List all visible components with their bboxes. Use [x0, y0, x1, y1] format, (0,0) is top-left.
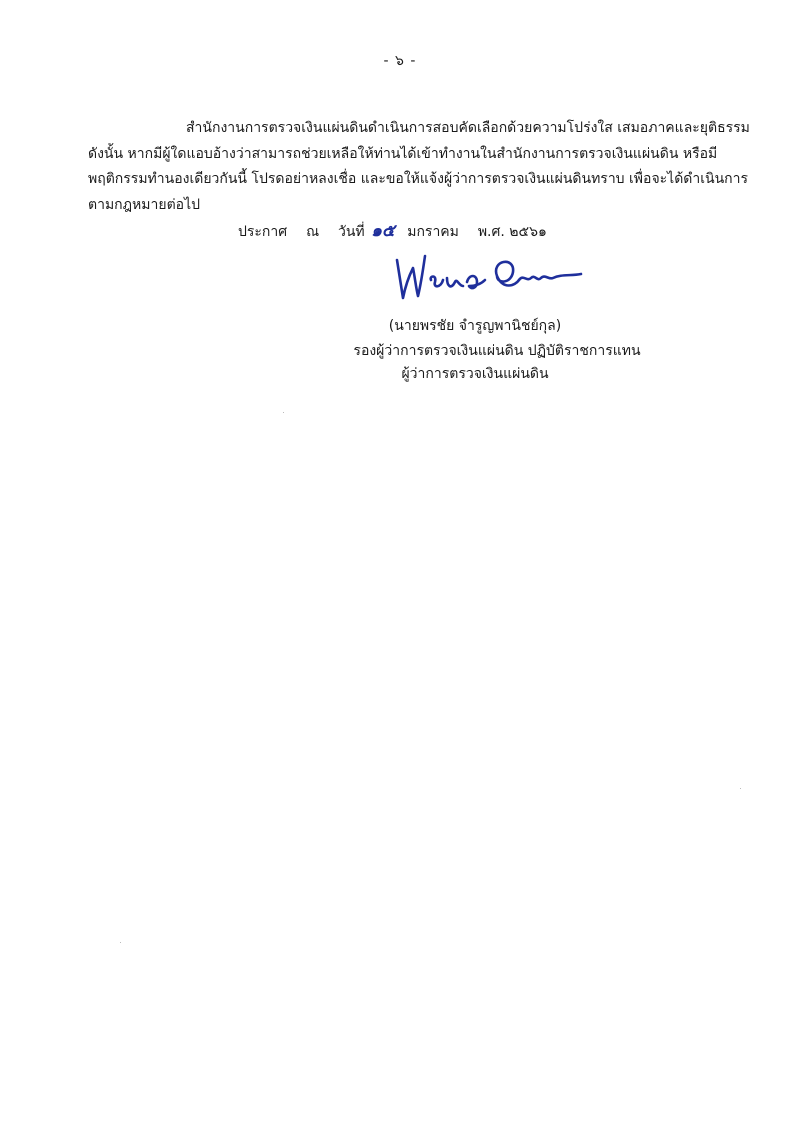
- signature-stroke: [397, 256, 425, 298]
- announcement-prefix: ประกาศ: [238, 224, 288, 240]
- signature-stroke: [447, 278, 463, 286]
- scan-speck: [283, 412, 284, 413]
- page-number: - ๖ -: [383, 53, 417, 69]
- scan-speck: [120, 942, 121, 943]
- signer-position-secondary: ผู้ว่าการตรวจเงินแผ่นดิน: [401, 366, 549, 382]
- announcement-month: มกราคม: [407, 224, 459, 240]
- signer-name: (นายพรชัย จำรูญพานิชย์กุล): [388, 318, 562, 334]
- scan-speck: [740, 788, 741, 789]
- handwritten-signature: [385, 250, 595, 310]
- signature-stroke: [467, 276, 485, 288]
- handwritten-day: ๑๕: [371, 221, 395, 241]
- announcement-day-label: วันที่: [337, 224, 365, 240]
- signature-stroke: [496, 262, 519, 286]
- signer-position: รองผู้ว่าการตรวจเงินแผ่นดิน ปฏิบัติราชการแทน: [353, 343, 641, 359]
- signature-stroke: [431, 277, 443, 287]
- body-paragraph: [88, 116, 753, 218]
- announcement-era: พ.ศ.: [477, 224, 505, 240]
- paragraph-line: พฤติกรรมทำนองเดียวกันนี้ โปรดอย่าหลงเชื่อ และขอให้แจ้งผู้ว่าการตรวจเงินแผ่นดินทราบ เพื่อจะได้ดำเนินการ: [88, 171, 749, 187]
- paragraph-line: สำนักงานการตรวจเงินแผ่นดินดำเนินการสอบคัดเลือกด้วยความโปร่งใส เสมอภาคและยุติธรรม: [186, 120, 750, 136]
- announcement-at: ณ: [306, 224, 320, 240]
- announcement-date-line: [238, 217, 547, 244]
- signature-stroke: [519, 274, 581, 280]
- paragraph-line: ดังนั้น หากมีผู้ใดแอบอ้างว่าสามารถช่วยเหลือให้ท่านได้เข้าทำงานในสำนักงานการตรวจเงินแผ่นดิน หรือมี: [88, 145, 718, 162]
- paragraph-line: ตามกฎหมายต่อไป: [88, 196, 201, 213]
- announcement-year: ๒๕๖๑: [509, 224, 547, 240]
